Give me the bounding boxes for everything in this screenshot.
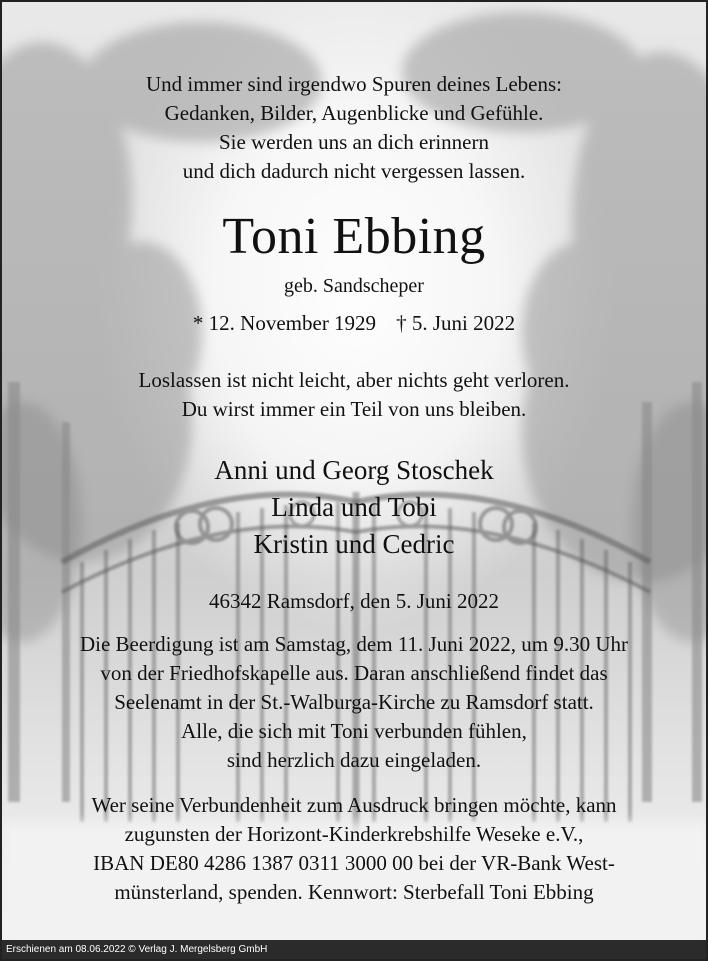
donation-info (2, 791, 706, 907)
funeral-info (2, 630, 706, 775)
funeral-line: von der Friedhofskapelle aus. Daran anschließend findet das (100, 661, 608, 685)
funeral-line: sind herzlich dazu eingeladen. (226, 748, 482, 772)
poem-line: Gedanken, Bilder, Augenblicke und Gefühle. (164, 101, 544, 125)
funeral-line: Seelenamt in der St.-Walburga-Kirche zu Ramsdorf statt. (114, 690, 594, 714)
funeral-line: Die Beerdigung ist am Samstag, dem 11. Juni 2022, um 9.30 Uhr (79, 632, 629, 656)
place-date: 46342 Ramsdorf, den 5. Juni 2022 (209, 589, 499, 613)
poem-line: Und immer sind irgendwo Spuren deines Lebens: (145, 72, 563, 96)
quote-line: Du wirst immer ein Teil von uns bleiben. (181, 397, 527, 421)
poem-line: Sie werden uns an dich erinnern (219, 130, 489, 154)
mourners (2, 452, 706, 563)
poem (2, 70, 706, 186)
quote-line: Loslassen ist nicht leicht, aber nichts geht verloren. (138, 368, 570, 392)
birth-date: * 12. November 1929 (192, 311, 377, 335)
deceased-name: Toni Ebbing (222, 208, 486, 265)
birth-name: geb. Sandscheper (284, 275, 424, 297)
poem-line: und dich dadurch nicht vergessen lassen. (182, 159, 526, 183)
mourner-line: Linda und Tobi (271, 492, 437, 522)
mourner-line: Anni und Georg Stoschek (214, 455, 494, 485)
funeral-line: Alle, die sich mit Toni verbunden fühlen, (181, 719, 527, 743)
death-date: † 5. Juni 2022 (396, 311, 516, 335)
quote (2, 366, 706, 424)
donation-line: münsterland, spenden. Kennwort: Sterbefall Toni Ebbing (114, 880, 594, 904)
mourner-line: Kristin und Cedric (253, 529, 455, 559)
publication-footer: Erschienen am 08.06.2022 © Verlag J. Mergelsberg GmbH (2, 940, 706, 959)
donation-line: Wer seine Verbundenheit zum Ausdruck bringen möchte, kann (91, 793, 617, 817)
donation-line: IBAN DE80 4286 1387 0311 3000 00 bei der VR-Bank West- (93, 851, 615, 875)
donation-line: zugunsten der Horizont-Kinderkrebshilfe Weseke e.V., (124, 822, 584, 846)
life-dates (2, 308, 706, 338)
